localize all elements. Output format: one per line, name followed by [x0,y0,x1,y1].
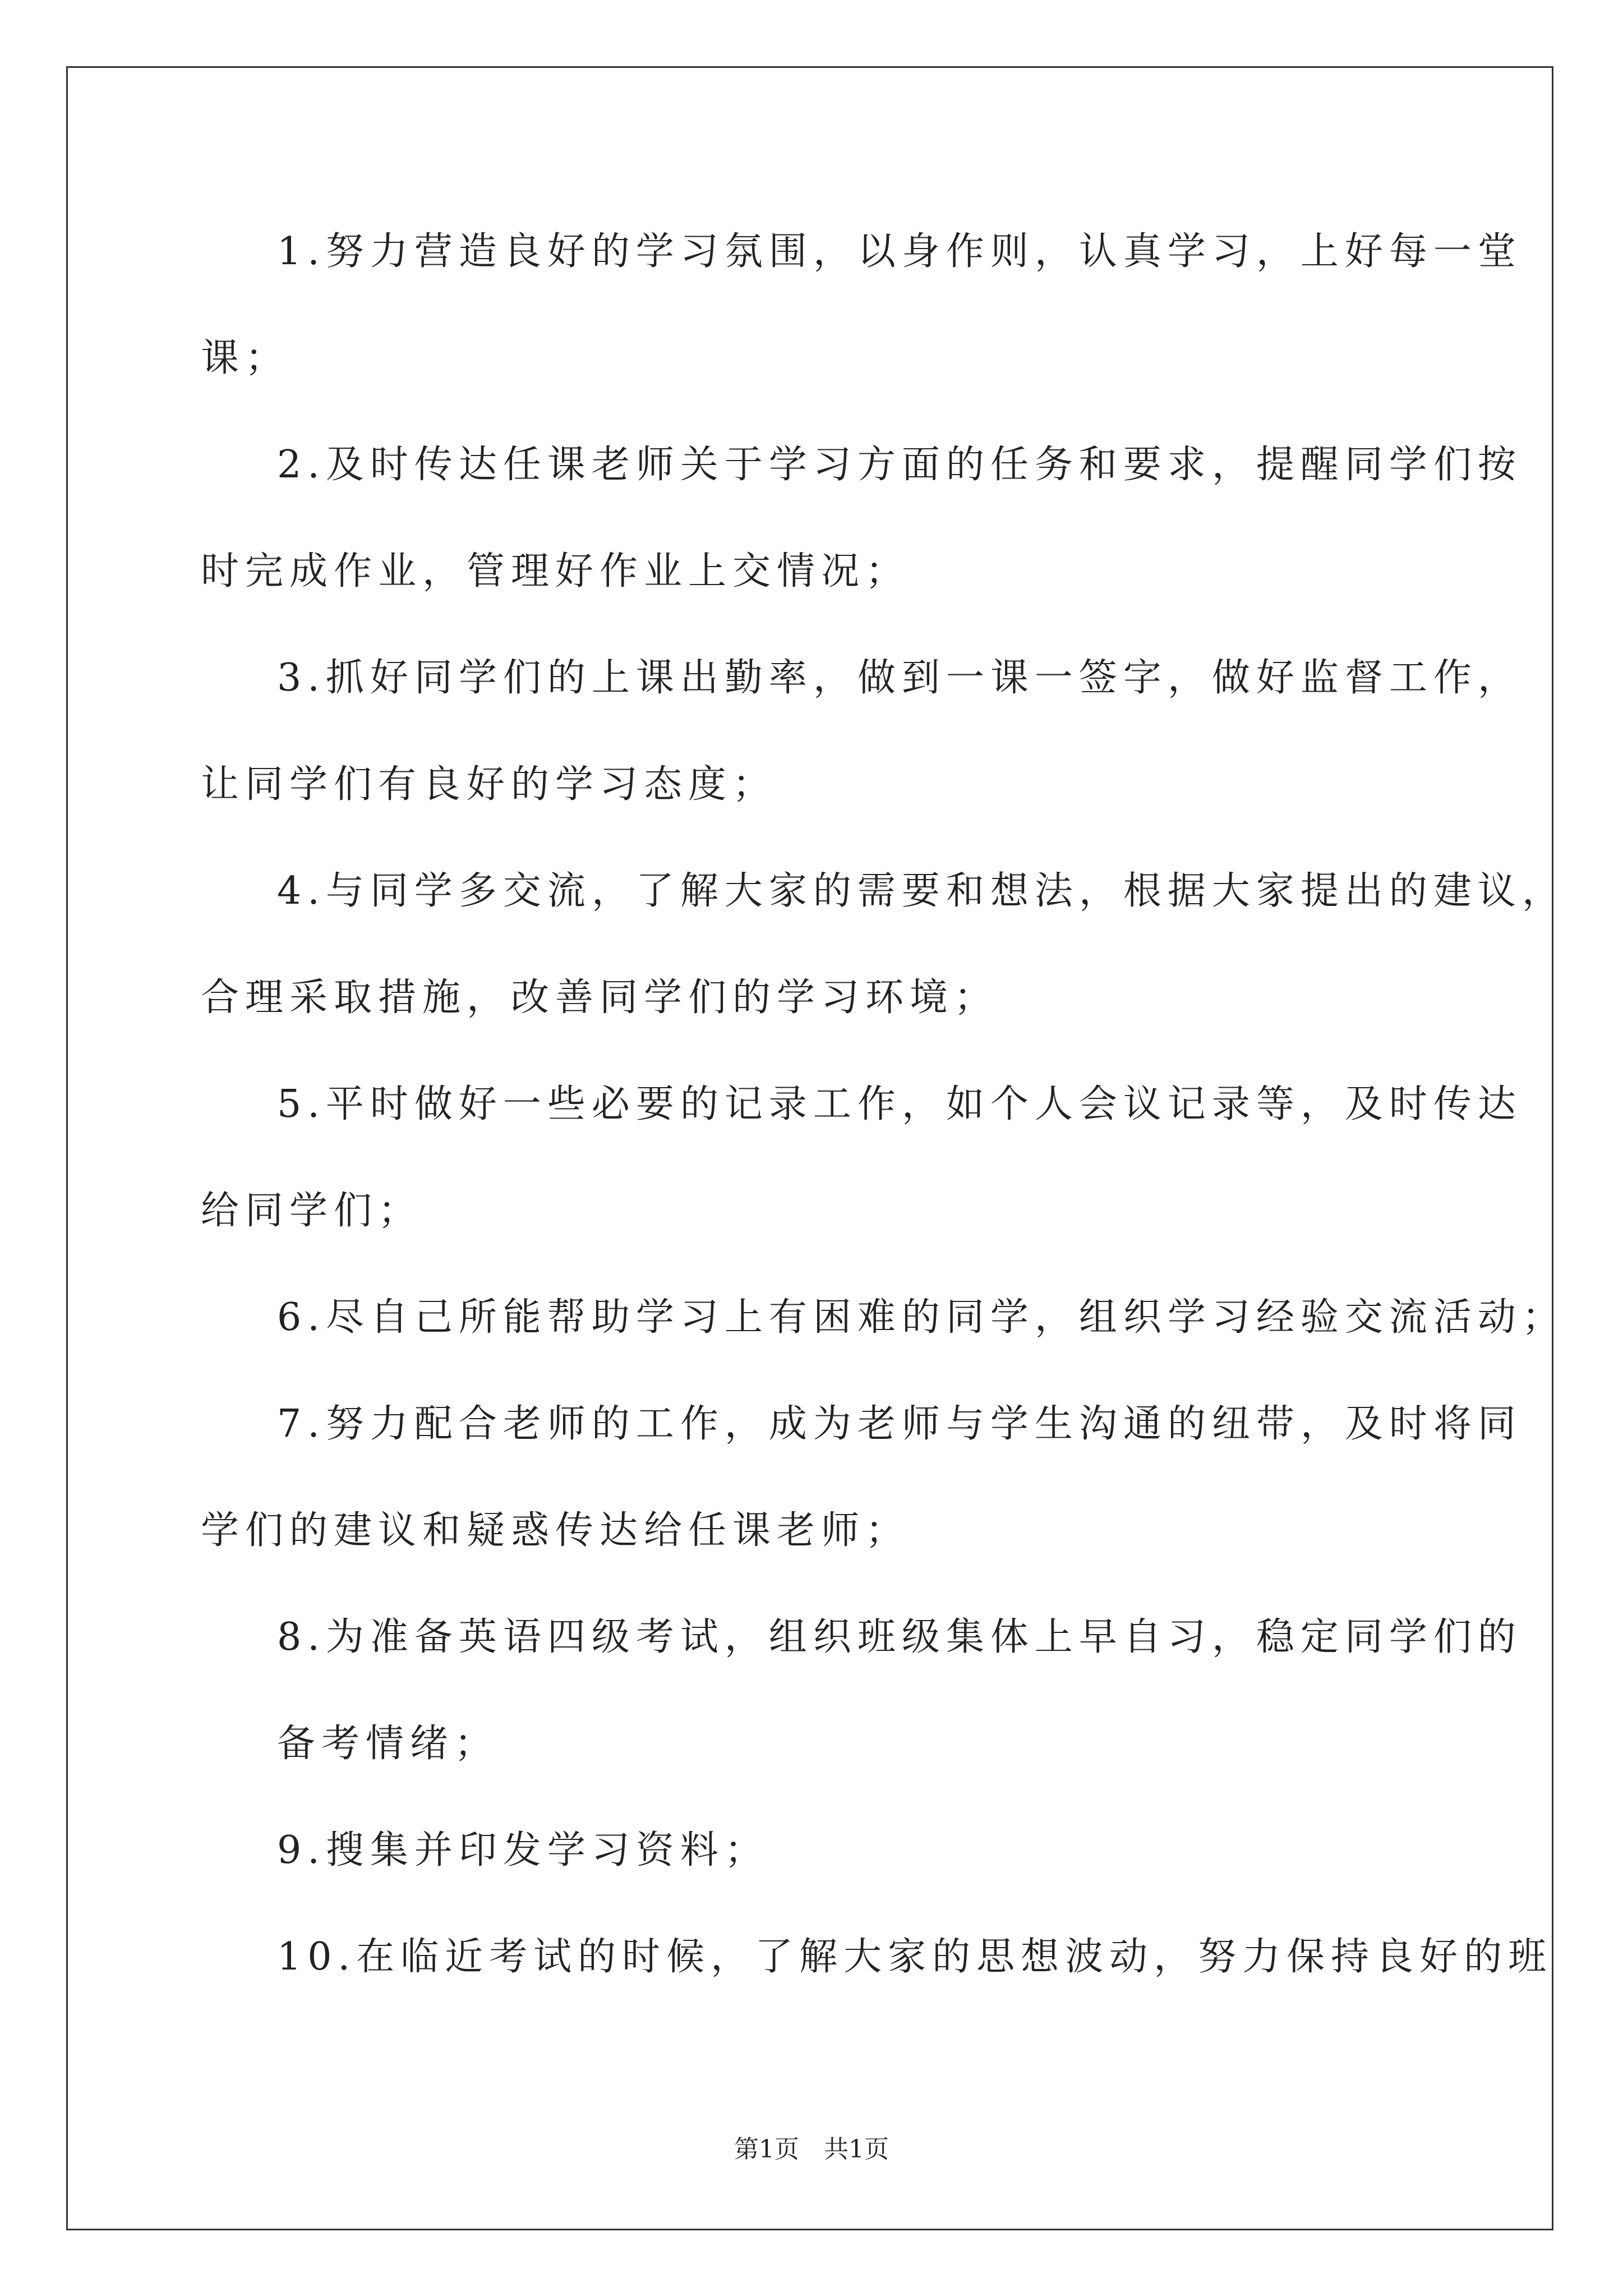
paragraph-10-line-1: 10.在临近考试的时候，了解大家的思想波动，努力保持良好的班 [277,1935,1553,1979]
paragraph-8-line-1: 8.为准备英语四级考试，组织班级集体上早自习，稳定同学们的 [277,1615,1522,1659]
paragraph-8-line-2: 备考情绪； [277,1722,499,1766]
page-footer: 第1页 共1页 [734,2135,889,2164]
paragraph-1-line-1: 1.努力营造良好的学习氛围，以身作则，认真学习，上好每一堂 [277,229,1522,274]
paragraph-1-line-2: 课； [201,336,290,380]
paragraph-5-line-1: 5.平时做好一些必要的记录工作，如个人会议记录等，及时传达 [277,1082,1522,1126]
paragraph-2-line-2: 时完成作业，管理好作业上交情况； [201,549,910,593]
paragraph-4-line-1: 4.与同学多交流，了解大家的需要和想法，根据大家提出的建议， [277,869,1566,913]
paragraph-5-line-2: 给同学们； [201,1189,423,1233]
paragraph-3-line-1: 3.抓好同学们的上课出勤率，做到一课一签字，做好监督工作， [277,656,1522,700]
paragraph-9-line-1: 9.搜集并印发学习资料； [277,1828,769,1872]
paragraph-6-line-1: 6.尽自己所能帮助学习上有困难的同学，组织学习经验交流活动； [277,1295,1566,1340]
paragraph-2-line-1: 2.及时传达任课老师关于学习方面的任务和要求，提醒同学们按 [277,443,1522,487]
paragraph-7-line-1: 7.努力配合老师的工作，成为老师与学生沟通的纽带，及时将同 [277,1402,1522,1446]
paragraph-3-line-2: 让同学们有良好的学习态度； [201,762,777,807]
paragraph-7-line-2: 学们的建议和疑惑传达给任课老师； [201,1508,910,1553]
page-border [66,66,1553,2230]
paragraph-4-line-2: 合理采取措施，改善同学们的学习环境； [201,976,999,1020]
